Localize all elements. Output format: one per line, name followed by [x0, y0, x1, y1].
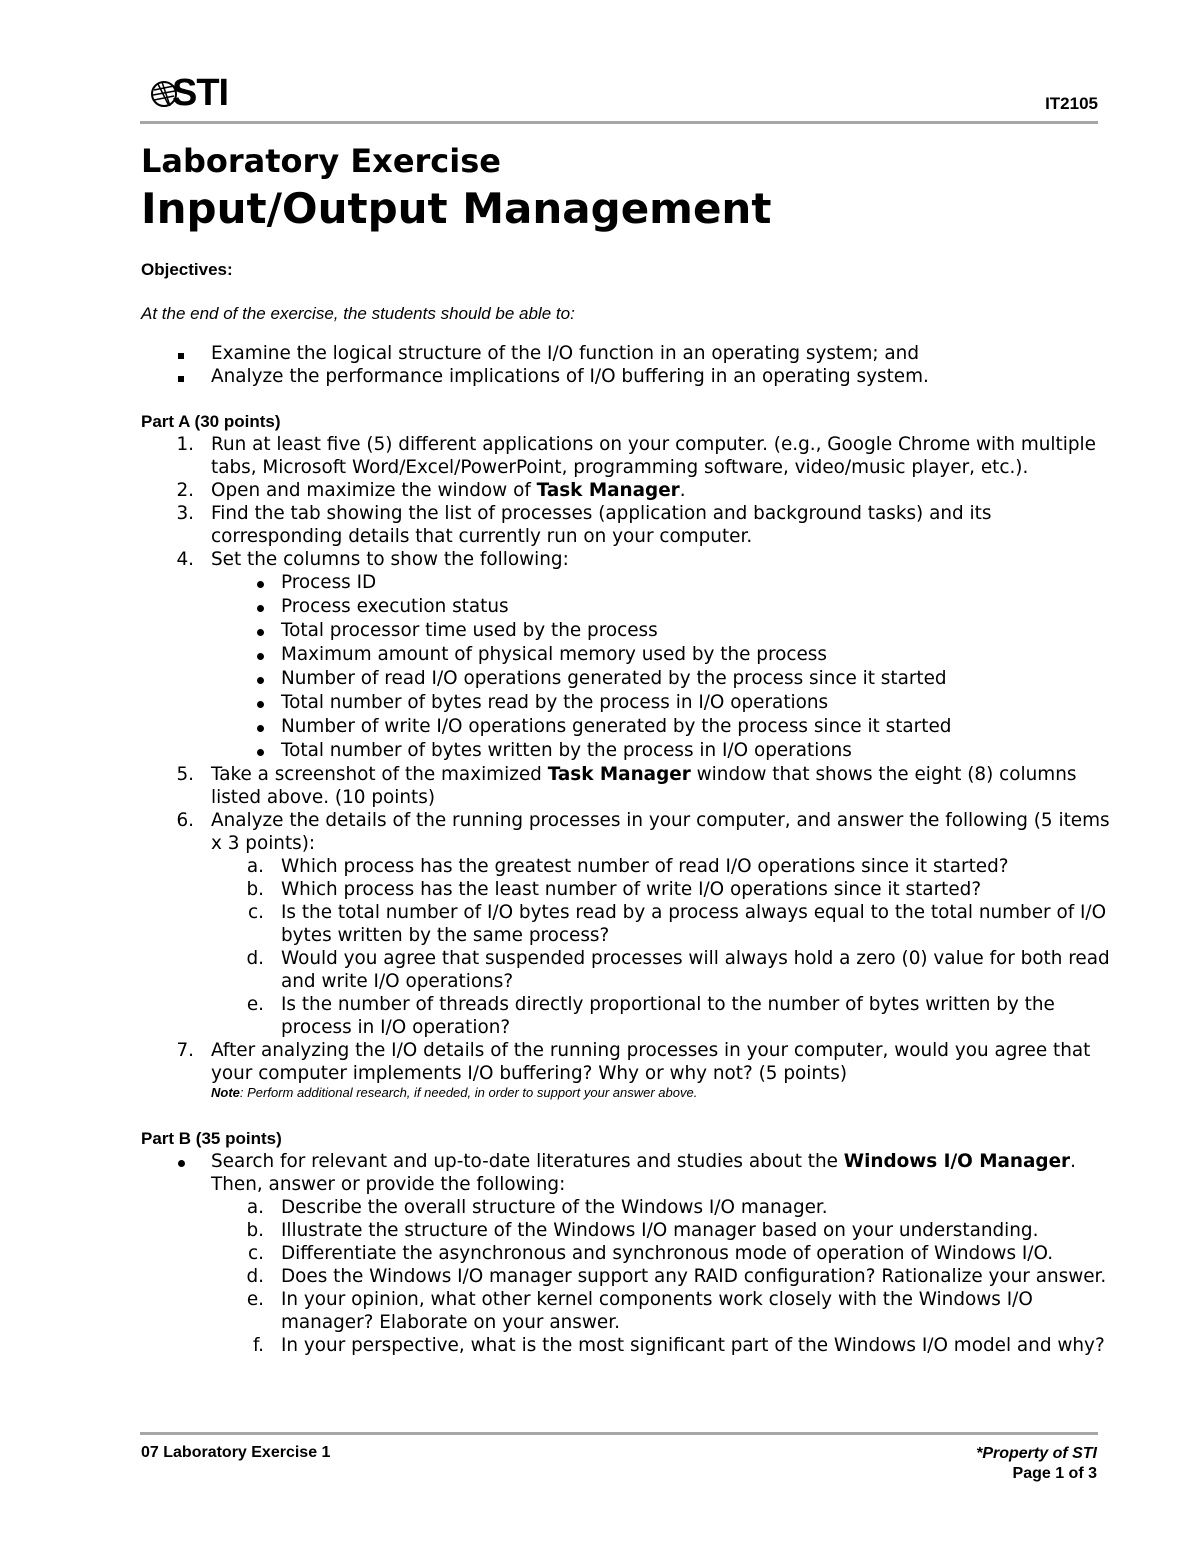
step-6: 6. Analyze the details of the running processes in your computer, and answer the following (5 items x 3 points): [176, 810, 1110, 854]
column-item: Maximum amount of physical memory used by the process [141, 643, 1111, 667]
bullet-icon [257, 749, 264, 756]
column-item: Total number of bytes written by the process in I/O operations [141, 739, 1111, 763]
question-item: c. Is the total number of I/O bytes read by a process always equal to the total number of I/O bytes written by the same process? [248, 902, 1107, 946]
question-item: a. Describe the overall structure of the Windows I/O manager. [246, 1197, 828, 1218]
objectives-label: Objectives: [141, 260, 233, 279]
logo-text: STI [172, 72, 229, 114]
objective-item: Examine the logical structure of the I/O function in an operating system; and [141, 342, 1111, 365]
part-a-steps [141, 433, 1111, 1101]
step-3: 3. Find the tab showing the list of processes (application and background tasks) and its corresponding details that currently run on your computer. [176, 503, 992, 547]
question-item: d. Would you agree that suspended processes will always hold a zero (0) value for both read and write I/O operations? [246, 948, 1110, 992]
bullet-icon [257, 629, 264, 636]
column-item: Number of write I/O operations generated by the process since it started [141, 715, 1111, 739]
part-b-intro: Search for relevant and up-to-date literatures and studies about the Windows I/O Manager. Then, answer or provide the following: [141, 1150, 1111, 1196]
question-item: c. Differentiate the asynchronous and synchronous mode of operation of Windows I/O. [248, 1243, 1054, 1264]
question-item: e. In your opinion, what other kernel components work closely with the Windows I/O manager? Elaborate on your answer. [246, 1289, 1033, 1333]
footer-right [976, 1444, 1097, 1484]
document-body [141, 258, 1111, 1357]
part-b-label: Part B (35 points) [141, 1129, 282, 1148]
footer-document-title: 07 Laboratory Exercise 1 [141, 1444, 331, 1461]
course-code: IT2105 [1045, 94, 1098, 113]
title-line-1: Laboratory Exercise [141, 142, 501, 180]
question-item: b. Which process has the least number of write I/O operations since it started? [246, 879, 982, 900]
question-item: b. Illustrate the structure of the Windows I/O manager based on your understanding. [246, 1220, 1039, 1241]
step-5: 5. Take a screenshot of the maximized Task Manager window that shows the eight (8) columns listed above. (10 points) [176, 764, 1077, 808]
footer-rule [140, 1432, 1098, 1435]
step-7: 7. After analyzing the I/O details of the running processes in your computer, would you agree that your computer implements I/O buffering? Why or why not? (5 points) Note: Perform additional research, if needed, in order to support your answer above. [141, 1039, 1111, 1101]
bullet-icon [257, 605, 264, 612]
step-2: 2. Open and maximize the window of Task Manager. [176, 480, 686, 501]
square-bullet-icon [178, 376, 184, 382]
square-bullet-icon [178, 353, 184, 359]
bullet-icon [257, 677, 264, 684]
question-item: d. Does the Windows I/O manager support any RAID configuration? Rationalize your answer. [246, 1266, 1107, 1287]
column-item: Process execution status [141, 595, 1111, 619]
page-number: Page 1 of 3 [1012, 1465, 1097, 1482]
step-4: 4. Set the columns to show the following: [176, 549, 569, 570]
title-line-2: Input/Output Management [141, 184, 772, 233]
question-item: a. Which process has the greatest number of read I/O operations since it started? [246, 856, 1009, 877]
property-notice: *Property of STI [976, 1445, 1097, 1462]
bullet-icon [257, 581, 264, 588]
step-6-questions [141, 855, 1111, 1039]
header-rule [140, 121, 1098, 124]
column-item: Number of read I/O operations generated by the process since it started [141, 667, 1111, 691]
question-item: e. Is the number of threads directly proportional to the number of bytes written by the process in I/O operation? [246, 994, 1055, 1038]
note: Note: Perform additional research, if needed, in order to support your answer above. [211, 1085, 698, 1100]
bullet-icon [257, 653, 264, 660]
column-list [141, 571, 1111, 763]
step-1: 1. Run at least five (5) different applications on your computer. (e.g., Google Chrome with multiple tabs, Microsoft Word/Excel/PowerPoint, programming software, video/music player, etc.). [176, 434, 1096, 478]
question-item: f. In your perspective, what is the most significant part of the Windows I/O model and why? [253, 1335, 1105, 1356]
part-a-label: Part A (30 points) [141, 412, 281, 431]
bullet-icon [257, 725, 264, 732]
bullet-icon [178, 1160, 185, 1167]
objectives-list [141, 342, 1111, 388]
column-item: Total processor time used by the process [141, 619, 1111, 643]
objectives-intro: At the end of the exercise, the students should be able to: [141, 304, 575, 323]
part-b-questions [141, 1196, 1111, 1357]
column-item: Process ID [141, 571, 1111, 595]
objective-item: Analyze the performance implications of I/O buffering in an operating system. [141, 365, 1111, 388]
bullet-icon [257, 701, 264, 708]
sti-logo [150, 74, 240, 114]
column-item: Total number of bytes read by the process in I/O operations [141, 691, 1111, 715]
